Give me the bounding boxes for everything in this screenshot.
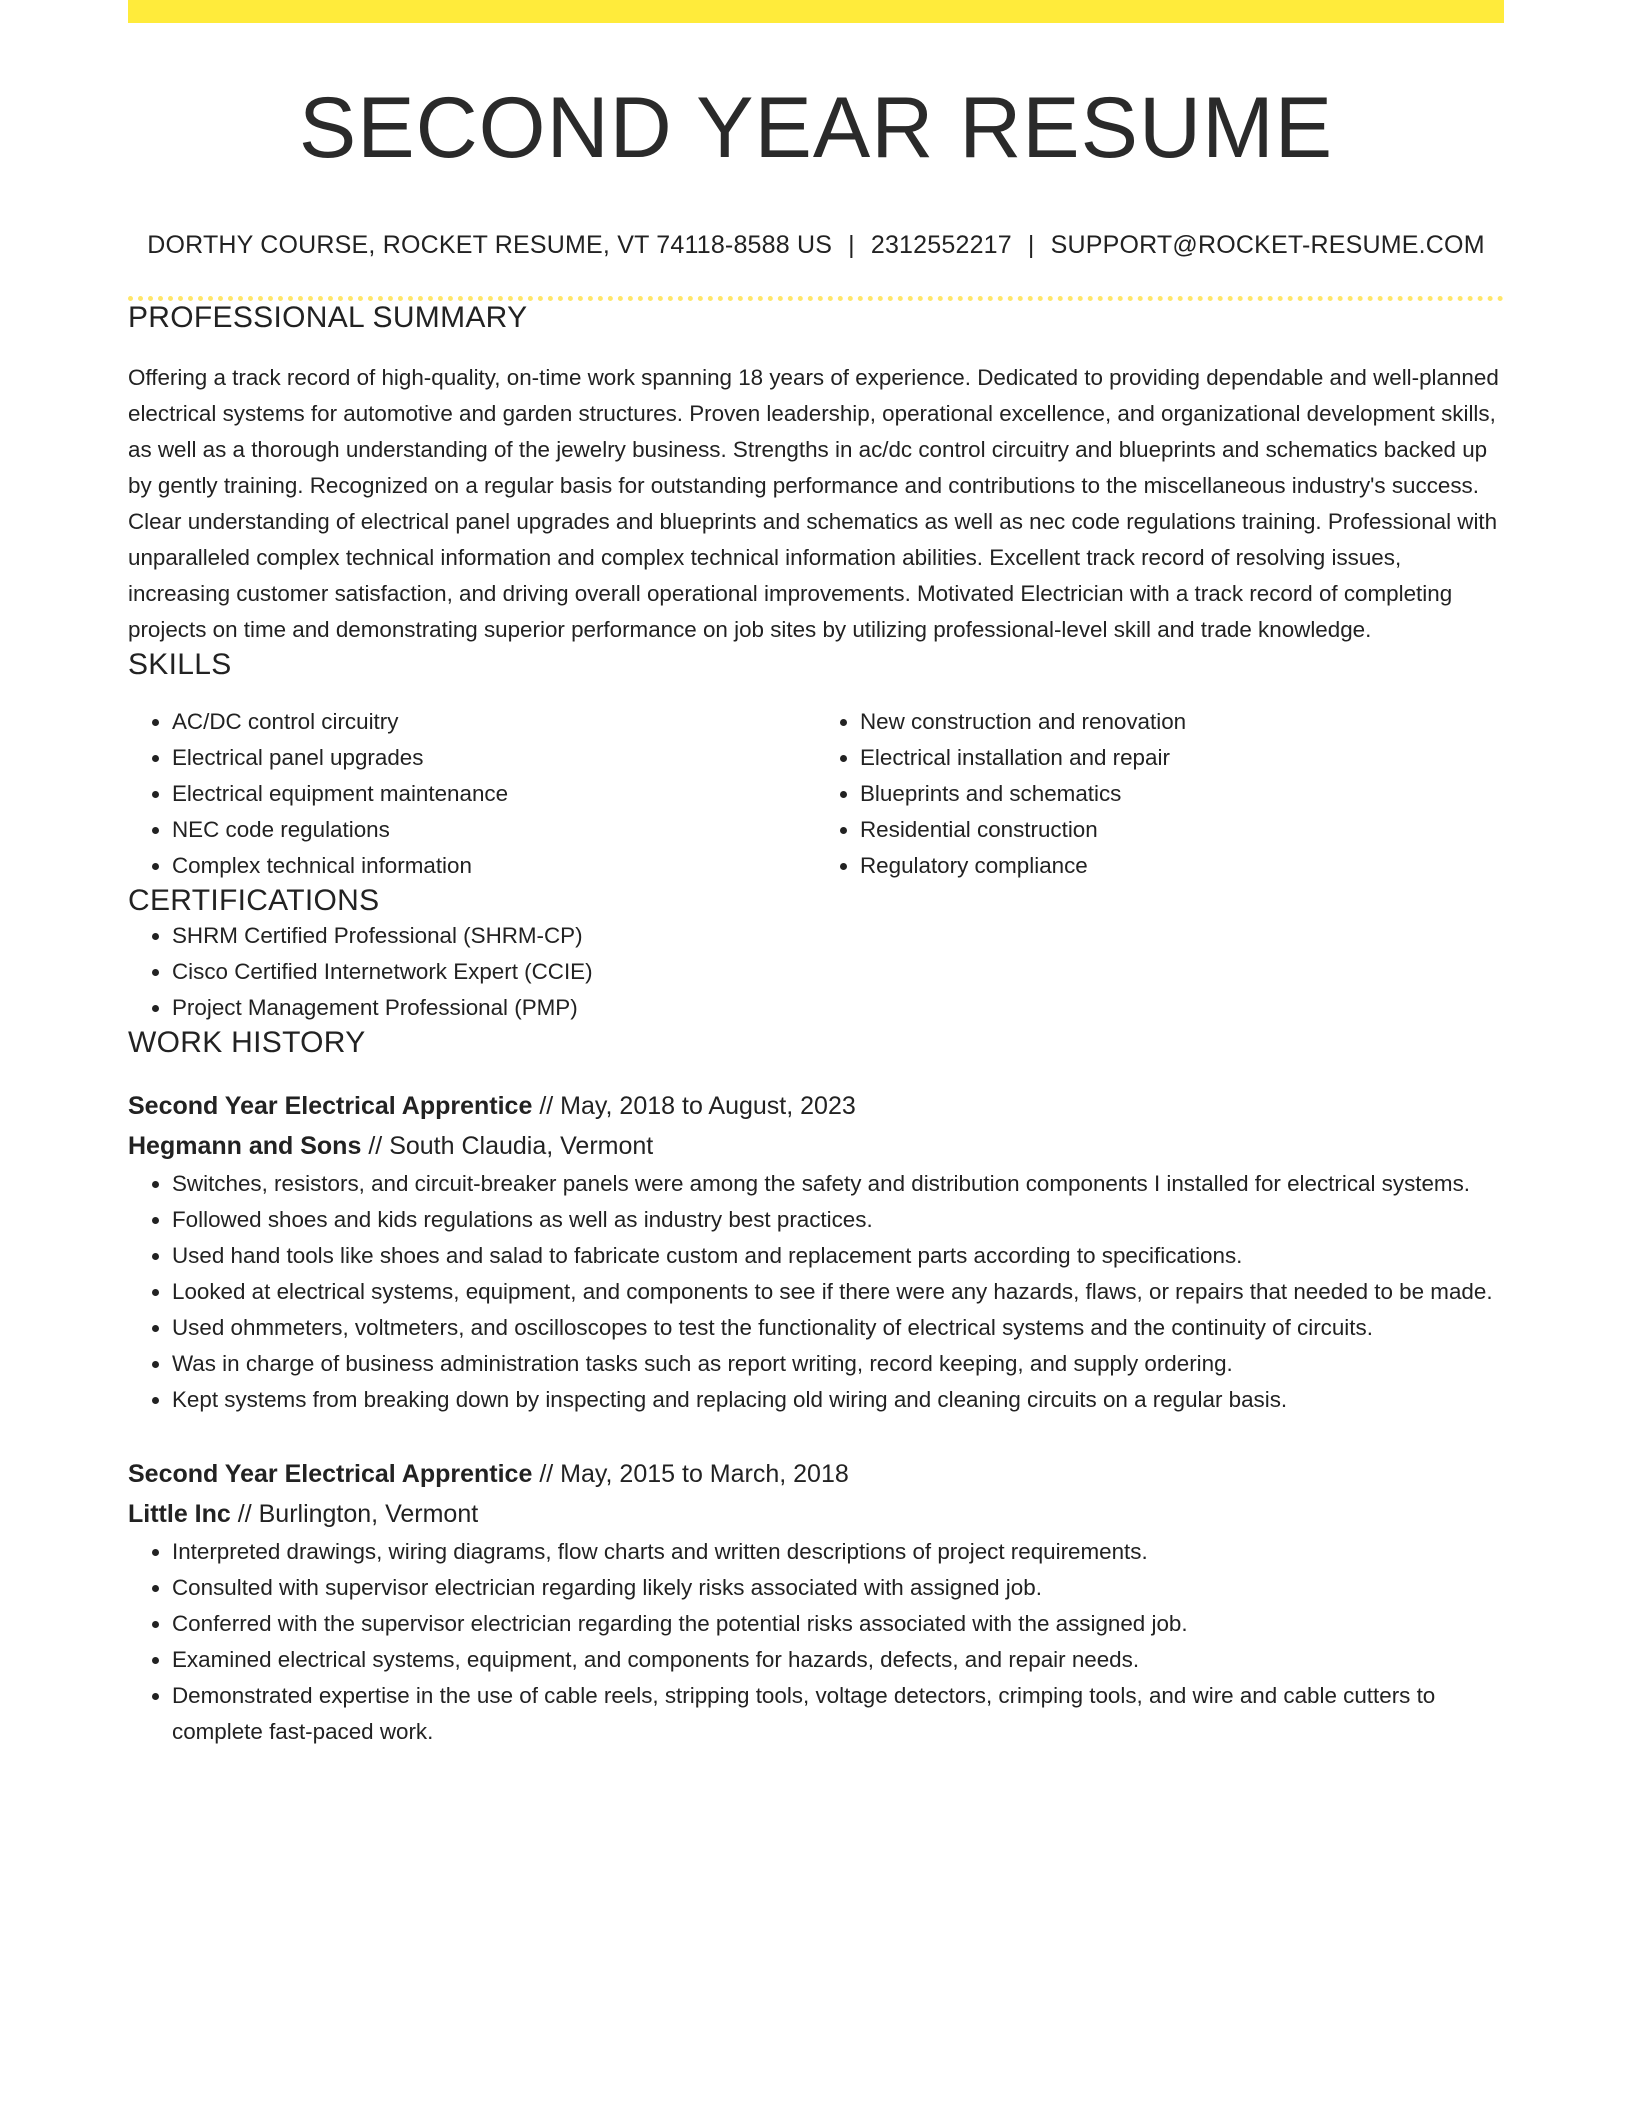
skill-item: • NEC code regulations <box>172 812 816 848</box>
skill-item: • Blueprints and schematics <box>860 776 1504 812</box>
job-bullet: • Used ohmmeters, voltmeters, and oscilloscopes to test the functionality of electrical systems and the continuity of circuits. <box>172 1310 1504 1346</box>
contact-line <box>128 231 1504 260</box>
skills-heading: SKILLS <box>128 648 232 681</box>
job-title-line <box>128 1086 1504 1126</box>
skill-item: • AC/DC control circuitry <box>172 704 816 740</box>
job-bullet: • Demonstrated expertise in the use of cable reels, stripping tools, voltage detectors, crimping tools, and wire and cable cutters to complete fast-paced work. <box>172 1678 1504 1750</box>
resume-title: SECOND YEAR RESUME <box>298 80 1334 176</box>
skills-list-left <box>128 704 816 884</box>
job-bullet: • Consulted with supervisor electrician regarding likely risks associated with assigned job. <box>172 1570 1504 1606</box>
job-title: Second Year Electrical Apprentice <box>128 1092 533 1120</box>
skills-columns <box>128 704 1504 884</box>
contact-address: DORTHY COURSE, ROCKET RESUME, VT 74118-8588 US <box>147 231 833 259</box>
certifications-heading: CERTIFICATIONS <box>128 884 380 917</box>
summary-heading: PROFESSIONAL SUMMARY <box>128 301 528 334</box>
skill-item: • Regulatory compliance <box>860 848 1504 884</box>
accent-top-bar <box>128 0 1504 23</box>
skill-item: • Electrical panel upgrades <box>172 740 816 776</box>
job-bullet: • Switches, resistors, and circuit-breaker panels were among the safety and distribution components I installed for electrical systems. <box>172 1166 1504 1202</box>
job-bullet: • Looked at electrical systems, equipment, and components to see if there were any hazards, flaws, or repairs that needed to be made. <box>172 1274 1504 1310</box>
contact-separator: | <box>1027 231 1035 259</box>
contact-phone: 2312552217 <box>870 231 1012 259</box>
job-bullet: • Kept systems from breaking down by inspecting and replacing old wiring and cleaning circuits on a regular basis. <box>172 1382 1504 1418</box>
contact-email: SUPPORT@ROCKET-RESUME.COM <box>1050 231 1485 259</box>
job-separator: // <box>237 1500 252 1528</box>
job-title-line <box>128 1454 1504 1494</box>
job-dates: May, 2015 to March, 2018 <box>560 1460 849 1488</box>
job-bullet: • Followed shoes and kids regulations as well as industry best practices. <box>172 1202 1504 1238</box>
job-bullet: • Conferred with the supervisor electrician regarding the potential risks associated with the assigned job. <box>172 1606 1504 1642</box>
job-separator: // <box>539 1092 554 1120</box>
job-separator: // <box>539 1460 554 1488</box>
summary-text: Offering a track record of high-quality, on-time work spanning 18 years of experience. Dedicated to providing dependable and well-planned electrical systems for automotive and garden structures. Proven leadership, operational excellence, and organizational development skills, as well as a thorough understanding of the jewelry business. Strengths in ac/dc control circuitry and blueprints and schematics backed up by gently training. Recognized on a regular basis for outstanding performance and contributions to the miscellaneous industry's success. Clear understanding of electrical panel upgrades and blueprints and schematics as well as nec code regulations training. Professional with unparalleled complex technical information and complex technical information abilities. Excellent track record of resolving issues, increasing customer satisfaction, and driving overall operational improvements. Motivated Electrician with a track record of completing projects on time and demonstrating superior performance on job sites by utilizing professional-level skill and trade knowledge. <box>128 365 1499 642</box>
work-history-heading: WORK HISTORY <box>128 1026 366 1059</box>
job-entry <box>128 1086 1504 1418</box>
skill-item: • Electrical installation and repair <box>860 740 1504 776</box>
job-bullet: • Interpreted drawings, wiring diagrams, flow charts and written descriptions of project requirements. <box>172 1534 1504 1570</box>
job-bullet: • Examined electrical systems, equipment, and components for hazards, defects, and repair needs. <box>172 1642 1504 1678</box>
job-company: Hegmann and Sons <box>128 1132 362 1160</box>
job-company-line <box>128 1126 1504 1166</box>
job-bullets <box>128 1534 1504 1750</box>
certification-item: • Cisco Certified Internetwork Expert (CCIE) <box>172 954 1504 990</box>
job-bullets <box>128 1166 1504 1418</box>
skill-item: • New construction and renovation <box>860 704 1504 740</box>
job-company-line <box>128 1494 1504 1534</box>
job-dates: May, 2018 to August, 2023 <box>560 1092 856 1120</box>
job-separator: // <box>368 1132 383 1160</box>
certification-item: • SHRM Certified Professional (SHRM-CP) <box>172 918 1504 954</box>
resume-page <box>128 0 1504 1750</box>
skill-item: • Residential construction <box>860 812 1504 848</box>
skill-item: • Electrical equipment maintenance <box>172 776 816 812</box>
job-title: Second Year Electrical Apprentice <box>128 1460 533 1488</box>
certifications-list <box>128 918 1504 1026</box>
job-entry <box>128 1454 1504 1750</box>
job-company: Little Inc <box>128 1500 231 1528</box>
job-bullet: • Used hand tools like shoes and salad to fabricate custom and replacement parts according to specifications. <box>172 1238 1504 1274</box>
job-location: South Claudia, Vermont <box>389 1132 654 1160</box>
job-bullet: • Was in charge of business administration tasks such as report writing, record keeping, and supply ordering. <box>172 1346 1504 1382</box>
skill-item: • Complex technical information <box>172 848 816 884</box>
job-location: Burlington, Vermont <box>258 1500 479 1528</box>
contact-separator: | <box>848 231 855 259</box>
skills-list-right <box>816 704 1504 884</box>
certification-item: • Project Management Professional (PMP) <box>172 990 1504 1026</box>
